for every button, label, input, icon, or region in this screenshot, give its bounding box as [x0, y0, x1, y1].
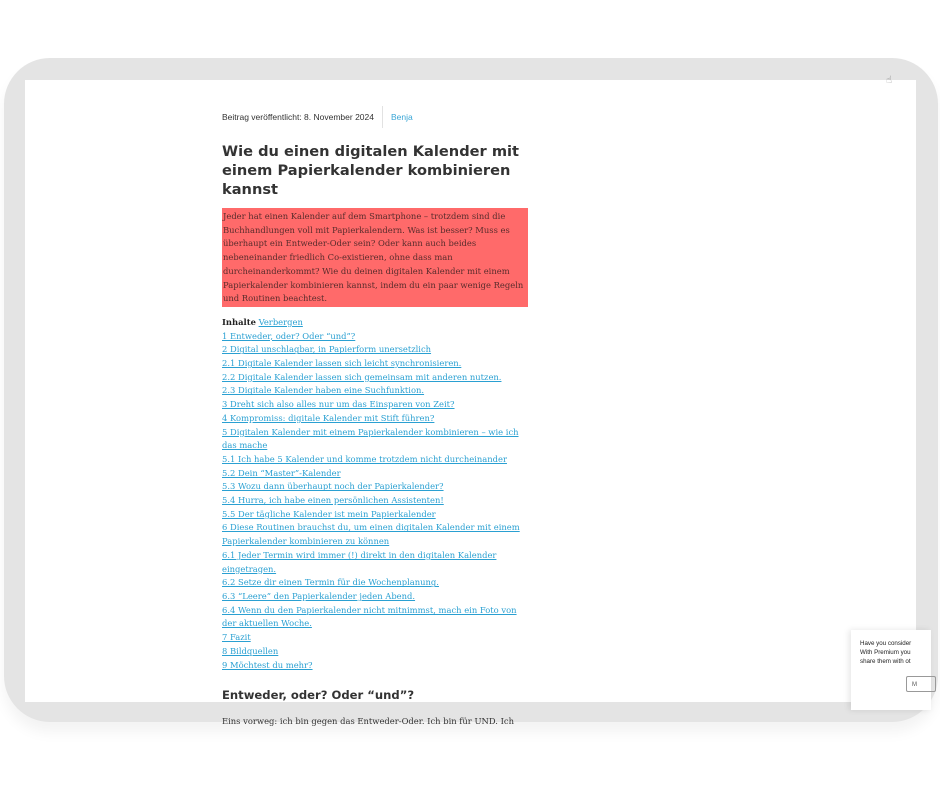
toc-item[interactable]: 5.5 Der tägliche Kalender ist mein Papierkalender [222, 508, 436, 519]
author-link[interactable]: Benja [390, 112, 413, 122]
section-heading: Entweder, oder? Oder “und”? [222, 688, 415, 703]
toc-item[interactable]: 6.3 “Leere” den Papierkalender jeden Abend. [222, 590, 416, 601]
toc-heading: Inhalte [222, 316, 256, 327]
popup-button[interactable]: M [906, 676, 936, 692]
toc-item[interactable]: 6.4 Wenn du den Papierkalender nicht mitnimmst, mach ein Foto von der aktuellen Woche. [222, 604, 517, 629]
popup-line: Have you consider [860, 640, 912, 647]
toc-item[interactable]: 5.3 Wozu dann überhaupt noch der Papierkalender? [222, 481, 444, 492]
toc-item[interactable]: 2.2 Digitale Kalender lassen sich gemeinsam mit anderen nutzen. [222, 371, 502, 382]
toc-item[interactable]: 6 Diese Routinen brauchst du, um einen digitalen Kalender mit einem Papierkalender kombinieren zu können [222, 522, 520, 547]
toc-item[interactable]: 5.1 Ich habe 5 Kalender und komme trotzdem nicht durcheinander [222, 453, 507, 464]
hand-pointer-icon: ☝ [886, 75, 893, 86]
toc-toggle-link[interactable]: Verbergen [258, 316, 303, 327]
post-meta [222, 108, 528, 126]
toc-item[interactable]: 3 Dreht sich also alles nur um das Einsparen von Zeit? [222, 399, 455, 410]
tablet-screen [25, 75, 917, 727]
toc-item[interactable]: 5.2 Dein “Master”-Kalender [222, 467, 341, 478]
toc-item[interactable]: 2 Digital unschlagbar, in Papierform unersetzlich [222, 344, 432, 355]
popup-line: With Premium you [860, 649, 911, 656]
toc-item[interactable]: 6.1 Jeder Termin wird immer (!) direkt in den digitalen Kalender eingetragen. [222, 549, 497, 574]
section-paragraph: Eins vorweg: ich bin gegen das Entweder-Oder. Ich bin für UND. Ich [222, 716, 514, 727]
toc-item[interactable]: 2.1 Digitale Kalender lassen sich leicht synchronisieren. [222, 358, 462, 369]
toc-header [222, 316, 528, 330]
toc-item[interactable]: 9 Möchtest du mehr? [222, 659, 313, 670]
intro-highlight: Jeder hat einen Kalender auf dem Smartphone – trotzdem sind die Buchhandlungen voll mit Papierkalendern. Was ist besser? Muss es überhaupt ein Entweder-Oder sein? Oder kann auch beides nebeneinander friedlich Co-existieren, ohne dass man durcheinanderkommt? Wie du deinen digitalen Kalender mit einem Papierkalender kombinieren kannst, indem du ein paar wenige Regeln und Routinen beachtest. [222, 208, 528, 307]
post-title: Wie du einen digitalen Kalender mit einem Papierkalender kombinieren kannst [222, 143, 519, 198]
table-of-contents [222, 316, 528, 672]
toc-item[interactable]: 5 Digitalen Kalender mit einem Papierkalender kombinieren – wie ich das mache [222, 426, 519, 451]
toc-item[interactable]: 6.2 Setze dir einen Termin für die Wochenplanung. [222, 577, 439, 588]
premium-popup [851, 630, 931, 710]
toc-item[interactable]: 2.3 Digitale Kalender haben eine Suchfunktion. [222, 385, 425, 396]
toc-item[interactable]: 4 Kompromiss: digitale Kalender mit Stift führen? [222, 412, 435, 423]
popup-line: share them with ot [860, 658, 911, 665]
toc-item[interactable]: 8 Bildquellen [222, 645, 279, 656]
publish-date: Beitrag veröffentlicht: 8. November 2024 [222, 112, 374, 122]
meta-divider [382, 106, 383, 128]
toc-item[interactable]: 7 Fazit [222, 632, 251, 643]
article [222, 108, 528, 726]
toc-item[interactable]: 5.4 Hurra, ich habe einen persönlichen Assistenten! [222, 495, 444, 506]
toc-item[interactable]: 1 Entweder, oder? Oder “und”? [222, 330, 356, 341]
